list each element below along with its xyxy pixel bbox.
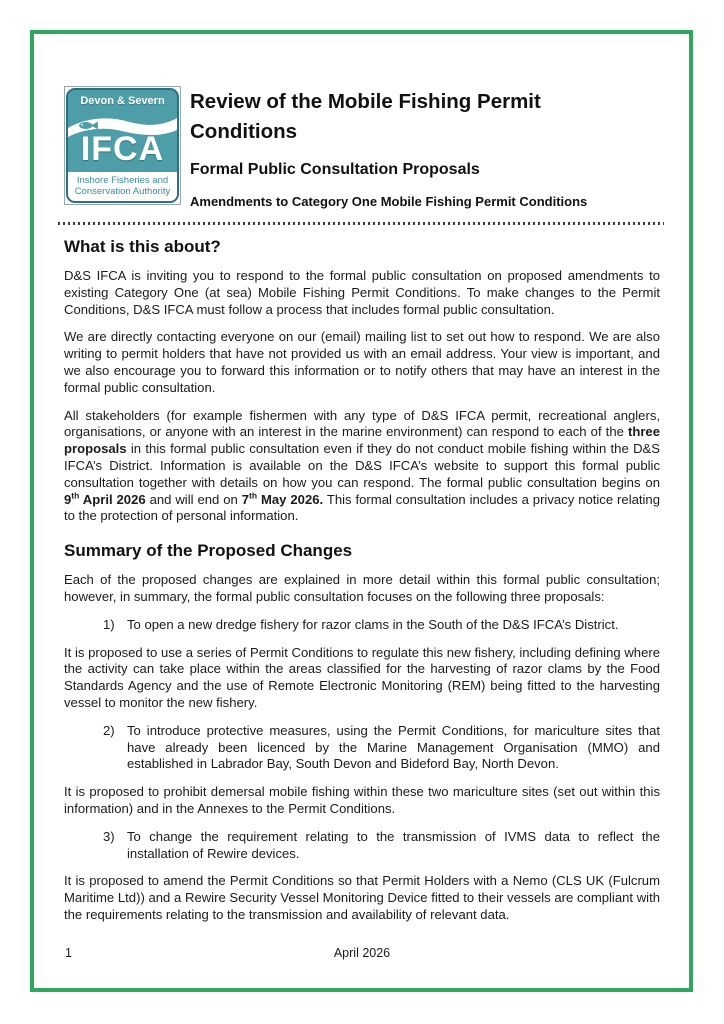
text-run: D&S IFCA is inviting you to respond to the formal public consultation on proposed amendments to existing Category One (at sea) Mobile Fishing Permit Conditions. To make changes to the Permit Conditions, D&S IFCA must follow a process that includes formal public consultation. (64, 268, 660, 317)
text-run: April 2026 (79, 491, 146, 507)
paragraph (64, 268, 660, 318)
page-content (64, 86, 660, 984)
logo-wave-band (68, 115, 177, 137)
text-run: th (249, 490, 258, 501)
list-item-number: 1) (103, 616, 115, 632)
paragraph (64, 873, 660, 923)
numbered-list-item (64, 829, 660, 863)
text-run: three proposals (64, 424, 660, 457)
text-run: We are directly contacting everyone on our (email) mailing list to set out how to respond. We are also writing to permit holders that have not provided us with an email address. Your view is important, and we also encourage you to forward this information or to notify others that may have an interest in the formal public consultation. (64, 329, 660, 395)
text-run: To introduce protective measures, using the Permit Conditions, for mariculture sites that have already been licenced by the Marine Management Organisation (MMO) and established in Labrador Bay, South Devon and Bideford Bay, North Devon. (127, 722, 660, 772)
text-run: th (71, 490, 80, 501)
dotted-separator (58, 222, 664, 225)
document-title: Review of the Mobile Fishing Permit Conditions (190, 90, 541, 143)
text-run: To open a new dredge fishery for razor clams in the South of the D&S IFCA’s District. (127, 616, 619, 632)
text-run: in this formal public consultation even if they do not conduct mobile fishing within the D&S IFCA’s District. Information is available on the D&S IFCA’s website to support this formal public consultation together with details on how you can respond. The formal public consultation begins on (64, 441, 660, 490)
logo-authority-name (68, 172, 177, 201)
section-heading: Summary of the Proposed Changes (64, 541, 353, 561)
text-run: To change the requirement relating to the transmission of IVMS data to reflect the installation of Rewire devices. (127, 828, 660, 861)
text-run: It is proposed to use a series of Permit Conditions to regulate this new fishery, including defining where the activity can take place within the areas classified for the harvesting of razor clams by the Food Standards Agency and the use of Remote Electronic Monitoring (REM) being fitted to the harvesting vessel to monitor the new fishery. (64, 644, 660, 710)
document-header (64, 86, 660, 209)
paragraph (64, 408, 660, 526)
paragraph (64, 572, 660, 606)
section-heading: What is this about? (64, 237, 221, 256)
document-subsubtitle: Amendments to Category One Mobile Fishing Permit Conditions (190, 194, 588, 209)
logo-authority-line2: Conservation Authority (74, 186, 171, 197)
text-run: May 2026. (257, 491, 324, 507)
text-run: Each of the proposed changes are explained in more detail within this formal public consultation; however, in summary, the formal public consultation focuses on the following three proposals: (64, 572, 660, 604)
document-body (64, 237, 660, 924)
text-run: and will end on (145, 491, 242, 507)
list-item-text (127, 829, 660, 863)
page-number: 1 (65, 946, 72, 960)
ifca-logo (64, 86, 181, 205)
document-footer (64, 946, 660, 960)
text-run: All stakeholders (for example fishermen with any type of D&S IFCA permit, recreational anglers, organisations, or anyone with an interest in the marine environment) can respond to each of the (64, 407, 660, 440)
text-run: This formal consultation includes a privacy notice relating to the protection of personal information. (64, 491, 661, 524)
ifca-logo-inner (66, 88, 179, 203)
paragraph (64, 645, 660, 712)
text-run: 9 (64, 491, 72, 507)
text-run: It is proposed to amend the Permit Conditions so that Permit Holders with a Nemo (CLS UK (Fulcrum Maritime Ltd)) and a Rewire Security Vessel Monitoring Device fitted to their vessels are compliant with the requirements relating to the transmission and availability of relevant data. (64, 873, 660, 922)
footer-date: April 2026 (333, 946, 391, 960)
paragraph (64, 784, 660, 818)
title-block (190, 86, 620, 209)
paragraph (64, 329, 660, 396)
numbered-list-item (64, 617, 660, 634)
text-run: 7 (241, 491, 250, 507)
logo-authority-line1: Inshore Fisheries and (76, 175, 169, 186)
logo-acronym: IFCA (80, 130, 165, 168)
document-subtitle: Formal Public Consultation Proposals (190, 161, 480, 178)
list-item-number: 3) (103, 828, 115, 844)
numbered-list-item (64, 723, 660, 773)
logo-org-name: Devon & Severn (80, 95, 165, 107)
list-item-text (127, 723, 660, 773)
list-item-number: 2) (103, 722, 115, 738)
list-item-text (127, 617, 660, 634)
text-run: It is proposed to prohibit demersal mobile fishing within these two mariculture sites (set out within this information) and in the Annexes to the Permit Conditions. (64, 784, 660, 816)
fish-icon (77, 120, 99, 131)
